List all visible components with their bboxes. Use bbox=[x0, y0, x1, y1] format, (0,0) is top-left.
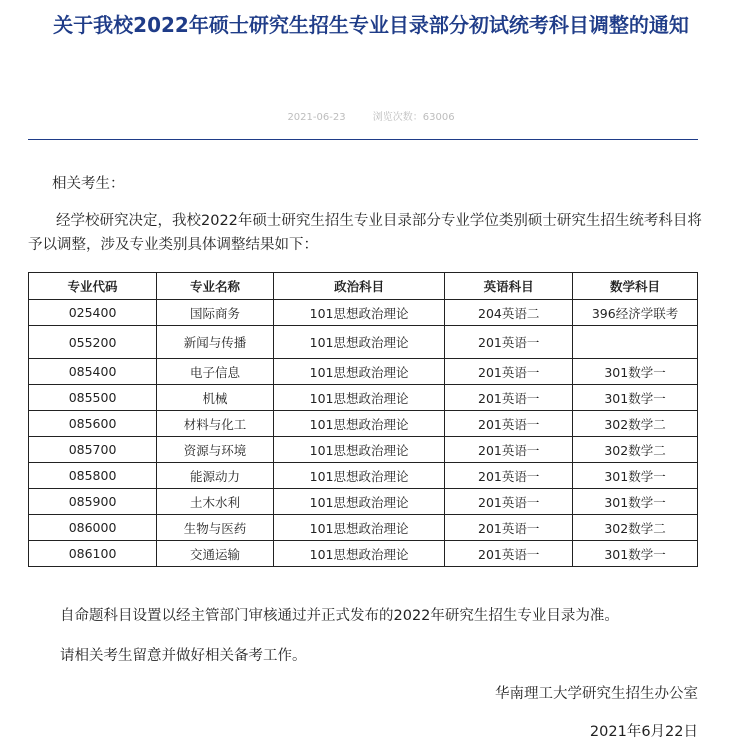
cell-math: 301数学一 bbox=[573, 359, 698, 385]
header-politics: 政治科目 bbox=[273, 273, 444, 300]
view-count-value: 63006 bbox=[422, 112, 455, 123]
signature-date: 2021年6月22日 bbox=[589, 724, 698, 740]
cell-code: 085400 bbox=[29, 359, 157, 385]
header-major-name: 专业名称 bbox=[157, 273, 274, 300]
cell-name: 土木水利 bbox=[157, 489, 274, 515]
cell-english: 201英语一 bbox=[445, 541, 573, 567]
title-divider bbox=[28, 139, 698, 140]
salutation: 相关考生： bbox=[52, 176, 125, 192]
cell-code: 085700 bbox=[29, 437, 157, 463]
cell-code: 055200 bbox=[29, 326, 157, 359]
cell-name: 交通运输 bbox=[157, 541, 274, 567]
table-row bbox=[29, 385, 698, 411]
note-paragraph: 自命题科目设置以经主管部门审核通过并正式发布的2022年研究生招生专业目录为准。 bbox=[60, 608, 619, 624]
cell-code: 085500 bbox=[29, 385, 157, 411]
cell-english: 201英语一 bbox=[445, 411, 573, 437]
header-major-code: 专业代码 bbox=[29, 273, 157, 300]
cell-math: 301数学一 bbox=[573, 541, 698, 567]
cell-code: 025400 bbox=[29, 300, 157, 326]
table-row bbox=[29, 541, 698, 567]
cell-english: 201英语一 bbox=[445, 437, 573, 463]
intro-paragraph: 经学校研究决定，我校2022年硕士研究生招生专业目录部分专业学位类别硕士研究生招生统考科目将予以调整，涉及专业类别具体调整结果如下： bbox=[28, 213, 702, 253]
header-english: 英语科目 bbox=[445, 273, 573, 300]
cell-code: 085900 bbox=[29, 489, 157, 515]
table-row bbox=[29, 489, 698, 515]
cell-math: 301数学一 bbox=[573, 489, 698, 515]
cell-math: 302数学二 bbox=[573, 515, 698, 541]
cell-code: 086000 bbox=[29, 515, 157, 541]
table-row bbox=[29, 411, 698, 437]
cell-politics: 101思想政治理论 bbox=[273, 326, 444, 359]
header-math: 数学科目 bbox=[573, 273, 698, 300]
cell-politics: 101思想政治理论 bbox=[273, 437, 444, 463]
cell-politics: 101思想政治理论 bbox=[273, 489, 444, 515]
cell-politics: 101思想政治理论 bbox=[273, 463, 444, 489]
table-row bbox=[29, 515, 698, 541]
cell-math: 301数学一 bbox=[573, 463, 698, 489]
cell-politics: 101思想政治理论 bbox=[273, 411, 444, 437]
cell-english: 201英语一 bbox=[445, 385, 573, 411]
cell-math: 302数学二 bbox=[573, 411, 698, 437]
cell-name: 生物与医药 bbox=[157, 515, 274, 541]
cell-english: 204英语二 bbox=[445, 300, 573, 326]
cell-name: 资源与环境 bbox=[157, 437, 274, 463]
cell-name: 电子信息 bbox=[157, 359, 274, 385]
table-row bbox=[29, 300, 698, 326]
cell-code: 086100 bbox=[29, 541, 157, 567]
table-row bbox=[29, 437, 698, 463]
cell-math: 301数学一 bbox=[573, 385, 698, 411]
reminder-paragraph: 请相关考生留意并做好相关备考工作。 bbox=[60, 648, 307, 664]
cell-name: 机械 bbox=[157, 385, 274, 411]
table-header-row bbox=[29, 273, 698, 300]
cell-english: 201英语一 bbox=[445, 515, 573, 541]
cell-politics: 101思想政治理论 bbox=[273, 515, 444, 541]
cell-code: 085600 bbox=[29, 411, 157, 437]
cell-english: 201英语一 bbox=[445, 463, 573, 489]
cell-code: 085800 bbox=[29, 463, 157, 489]
article-meta bbox=[0, 108, 742, 123]
signature: 华南理工大学研究生招生办公室 bbox=[495, 686, 698, 702]
table-row bbox=[29, 463, 698, 489]
cell-politics: 101思想政治理论 bbox=[273, 385, 444, 411]
subject-adjustment-table bbox=[28, 272, 698, 567]
cell-politics: 101思想政治理论 bbox=[273, 359, 444, 385]
cell-politics: 101思想政治理论 bbox=[273, 541, 444, 567]
cell-english: 201英语一 bbox=[445, 359, 573, 385]
publish-date: 2021-06-23 bbox=[287, 112, 346, 123]
cell-name: 材料与化工 bbox=[157, 411, 274, 437]
view-count bbox=[373, 112, 455, 123]
cell-math: 396经济学联考 bbox=[573, 300, 698, 326]
cell-politics: 101思想政治理论 bbox=[273, 300, 444, 326]
cell-math: 302数学二 bbox=[573, 437, 698, 463]
cell-name: 国际商务 bbox=[157, 300, 274, 326]
cell-english: 201英语一 bbox=[445, 326, 573, 359]
table-row bbox=[29, 326, 698, 359]
page-title: 关于我校2022年硕士研究生招生专业目录部分初试统考科目调整的通知 bbox=[53, 13, 689, 37]
cell-english: 201英语一 bbox=[445, 489, 573, 515]
cell-math bbox=[573, 326, 698, 359]
table-row bbox=[29, 359, 698, 385]
cell-name: 能源动力 bbox=[157, 463, 274, 489]
cell-name: 新闻与传播 bbox=[157, 326, 274, 359]
view-count-label: 浏览次数： bbox=[372, 112, 423, 123]
